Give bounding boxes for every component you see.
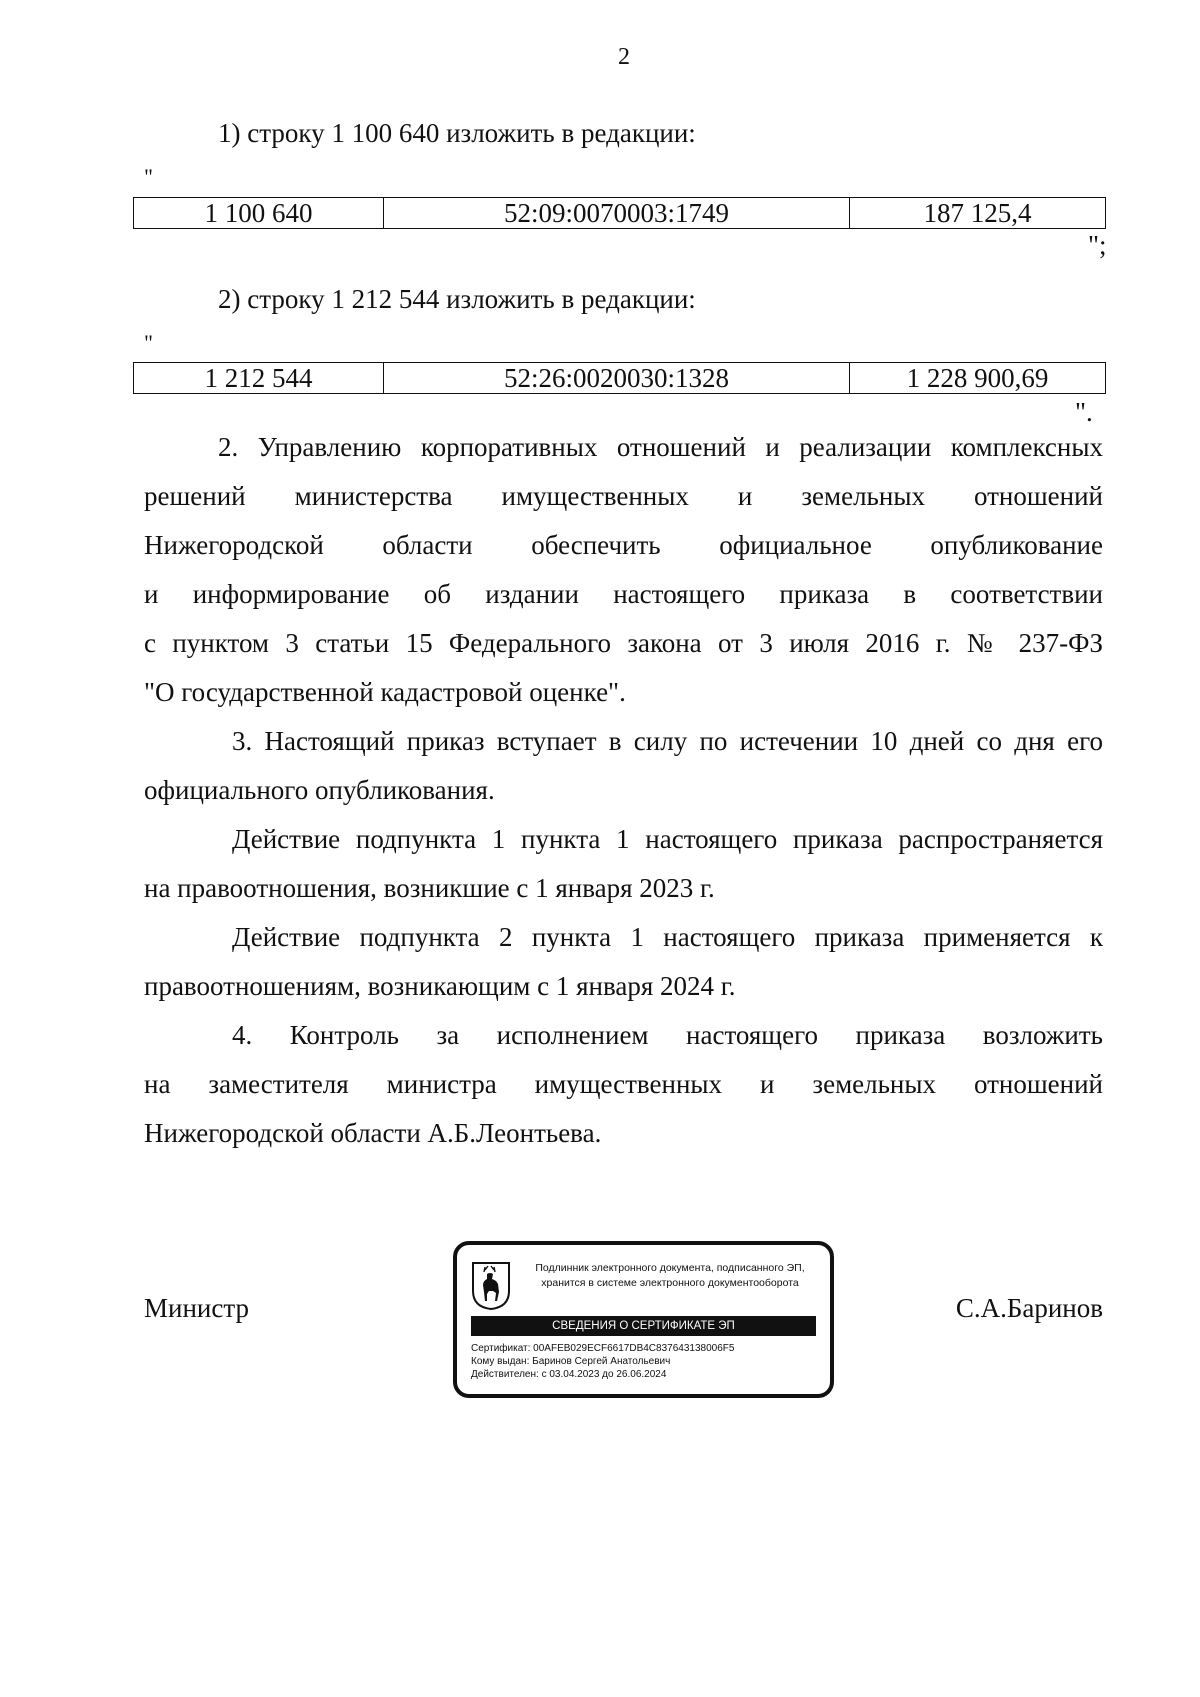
item1-close-quote: "; <box>1088 230 1107 260</box>
table-row <box>134 198 1106 229</box>
table-cell-cadastral-number: 52:09:0070003:1749 <box>384 198 850 229</box>
paragraph-line: с пунктом 3 статьи 15 Федерального закона от 3 июля 2016 г. № 237-ФЗ <box>144 628 1103 658</box>
table-cell-cadastral-number: 52:26:0020030:1328 <box>384 363 850 394</box>
item2-intro: 2) строку 1 212 544 изложить в редакции: <box>218 284 696 314</box>
paragraph-line: правоотношениям, возникающим с 1 января 2024 г. <box>144 971 736 1001</box>
stamp-header-line: хранится в системе электронного документооборота <box>541 1277 799 1289</box>
paragraph-line: 2. Управлению корпоративных отношений и реализации комплексных <box>218 432 1103 462</box>
item1-intro: 1) строку 1 100 640 изложить в редакции: <box>218 118 696 148</box>
nizhny-novgorod-deer-emblem-icon <box>471 1261 511 1311</box>
paragraph-line: Нижегородской области обеспечить официальное опубликование <box>144 530 1103 560</box>
signatory-name: С.А.Баринов <box>955 1293 1103 1323</box>
electronic-signature-stamp <box>453 1241 834 1398</box>
paragraph-line: и информирование об издании настоящего приказа в соответствии <box>144 579 1103 609</box>
paragraph-line: 3. Настоящий приказ вступает в силу по истечении 10 дней со дня его <box>232 726 1103 756</box>
paragraph-line: Нижегородской области А.Б.Леонтьева. <box>144 1118 602 1148</box>
paragraph-line: 4. Контроль за исполнением настоящего приказа возложить <box>232 1020 1103 1050</box>
stamp-banner: СВЕДЕНИЯ О СЕРТИФИКАТЕ ЭП <box>471 1316 816 1336</box>
item2-open-quote: " <box>144 330 153 355</box>
table-cell-cadastral-value: 1 228 900,69 <box>850 363 1106 394</box>
paragraph-line: "О государственной кадастровой оценке". <box>144 677 626 707</box>
stamp-details <box>471 1342 734 1381</box>
page-number: 2 <box>618 44 630 70</box>
certificate-validity: Действителен: с 03.04.2023 до 26.06.2024 <box>471 1369 667 1380</box>
certificate-owner: Кому выдан: Баринов Сергей Анатольевич <box>471 1356 671 1367</box>
paragraph-line: на заместителя министра имущественных и земельных отношений <box>144 1069 1103 1099</box>
certificate-serial: Сертификат: 00AFEB029ECF6617DB4C837643138006F5 <box>471 1343 735 1354</box>
paragraph-line: Действие подпункта 2 пункта 1 настоящего приказа применяется к <box>232 922 1103 952</box>
item2-close-quote: ". <box>1075 397 1093 427</box>
paragraph-line: на правоотношения, возникшие с 1 января 2023 г. <box>144 873 715 903</box>
table-cell-cadastral-value: 187 125,4 <box>850 198 1106 229</box>
table-row <box>134 363 1106 394</box>
item1-row-table <box>133 197 1106 229</box>
stamp-header-line: Подлинник электронного документа, подписанного ЭП, <box>535 1262 805 1274</box>
table-cell-row-number: 1 212 544 <box>134 363 384 394</box>
paragraph-line: Действие подпункта 1 пункта 1 настоящего приказа распространяется <box>232 824 1103 854</box>
paragraph-line: официального опубликования. <box>144 775 495 805</box>
table-cell-row-number: 1 100 640 <box>134 198 384 229</box>
signatory-position: Министр <box>144 1293 249 1323</box>
item1-open-quote: " <box>144 164 153 189</box>
item2-row-table <box>133 362 1106 394</box>
paragraph-line: решений министерства имущественных и земельных отношений <box>144 481 1103 511</box>
stamp-header <box>511 1261 829 1291</box>
